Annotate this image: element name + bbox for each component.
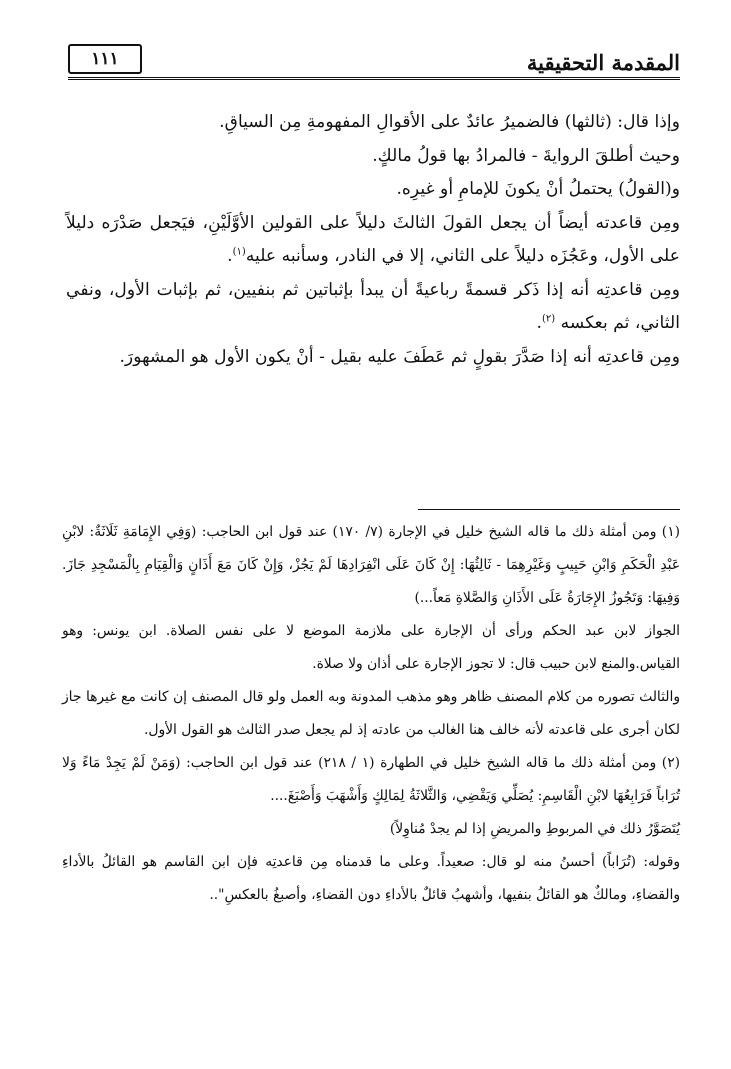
footnote-ref: (٢) <box>541 313 556 325</box>
paragraph: ومِن قاعدته أيضاً أن يجعل القولَ الثالثَ دليلاً على القولين الأوَّلَيْنِ، فيَجعل صَدْرَه دليلاً على الأول، وعَجُزَه دليلاً على الثاني، إلا في النادر، وسأنبه عليه$^{(١)}$. <box>66 212 680 266</box>
footnote: الجواز لابن عبد الحكم ورأى أن الإجارة على ملازمة الموضع لا على نفس الصلاة. ابن يونس: وهو القياس.والمنع لابن حبيب قال: لا تجوز الإجارة على أذان ولا صلاة. <box>62 623 680 672</box>
paragraph-text: ومِن قاعدتِه أنه إذا ذَكر قسمةً رباعيةً أن يبدأ بإثباتين ثم بنفيين، ثم بإثبات الأول، ونفي الثاني، ثم بعكسه <box>66 279 680 333</box>
footnote: وقوله: (تُرَاباً) أحسنُ منه لو قال: صعيداً. وعلى ما قدمناه مِن قاعدتِه فإن ابن القاسم هو القائلُ بالأداءِ والقضاءِ، ومالكٌ هو القائلُ بنفيها، وأشهبُ قائلٌ بالأداءِ دون القضاءِ، وأصبغُ بالعكسِ".. <box>62 854 680 903</box>
paragraph: ومِن قاعدتِه أنه إذا صَدَّرَ بقولٍ ثم عَطَفَ عليه بقيل - أنْ يكون الأول هو المشهورَ. <box>119 346 680 367</box>
footnote: (٢) ومن أمثلة ذلك ما قاله الشيخ خليل في الطهارة (١ / ٢١٨) عند قول ابن الحاجب: (وَمَنْ لَمْ يَجِدْ مَاءً وَلا تُرَاباً فَرَابِعُهَا لابْنِ الْقَاسِمِ: يُصَلِّي وَيَقْضِي، وَالثَّلاثَةُ لِمَالِكٍ وَأَشْهَبَ وَأَصْبَغَ.... <box>62 755 680 804</box>
page-header <box>68 44 680 90</box>
paragraph-text: ومِن قاعدته أيضاً أن يجعل القولَ الثالثَ دليلاً على القولين الأوَّلَيْنِ، فيَجعل صَدْرَه دليلاً على الأول، وعَجُزَه دليلاً على الثاني، إلا في النادر، وسأنبه عليه <box>66 212 680 266</box>
footnotes <box>62 516 680 912</box>
header-rule <box>68 77 680 80</box>
paragraph: ومِن قاعدتِه أنه إذا ذَكر قسمةً رباعيةً أن يبدأ بإثباتين ثم بنفيين، ثم بإثبات الأول، ونفي الثاني، ثم بعكسه $^{(٢)}$. <box>66 279 680 333</box>
footnote: يُتَصَوَّرُ ذلك في المربوطِ والمريضِ إذا لم يجدْ مُناوِلاً) <box>389 821 680 837</box>
running-title: المقدمة التحقيقية <box>526 50 680 75</box>
footnote: (١) ومن أمثلة ذلك ما قاله الشيخ خليل في الإجارة (٧/ ١٧٠) عند قول ابن الحاجب: (وَفِي الإِمَامَةِ ثَلَاثَةٌ: لابْنِ عَبْدِ الْحَكَمِ وَابْنِ حَبِيبٍ وَغَيْرِهِمَا - ثَالِثُهَا: إِنْ كَانَ عَلَى انْفِرَادِهَا لَمْ يَجُزْ، وَإِنْ كَانَ مَعَ أَذَانٍ وَالْقِيَامِ بِالْمَسْجِدِ جَازَ. وَفِيهَا: وَتَجُوزُ الإِجَارَةُ عَلَى الأَذَانِ وَالصَّلاةِ مَعاً...) <box>62 524 680 606</box>
paragraph: وإذا قال: (ثالثها) فالضميرُ عائدٌ على الأقوالِ المفهومةِ مِن السياقِ. <box>219 112 680 132</box>
paragraph: و(القولُ) يحتملُ أنْ يكونَ للإمامِ أو غيرِه. <box>396 179 680 199</box>
main-text <box>66 106 680 374</box>
footnote: والثالث تصوره من كلام المصنف ظاهر وهو مذهب المدونة وبه العمل ولو قال المصنف إن كانت مع غيرها جاز لكان أجرى على قاعدته لأنه خالف هنا الغالب من عادته إذ لم يجعل صدر الثالث هو القول الأول. <box>62 689 680 738</box>
paragraph: وحيث أطلقَ الروايةَ - فالمرادُ بها قولُ مالكٍ. <box>372 145 680 166</box>
footnote-divider <box>418 509 680 510</box>
page-number: ١١١ <box>68 44 142 74</box>
footnote-ref: (١) <box>232 246 246 258</box>
